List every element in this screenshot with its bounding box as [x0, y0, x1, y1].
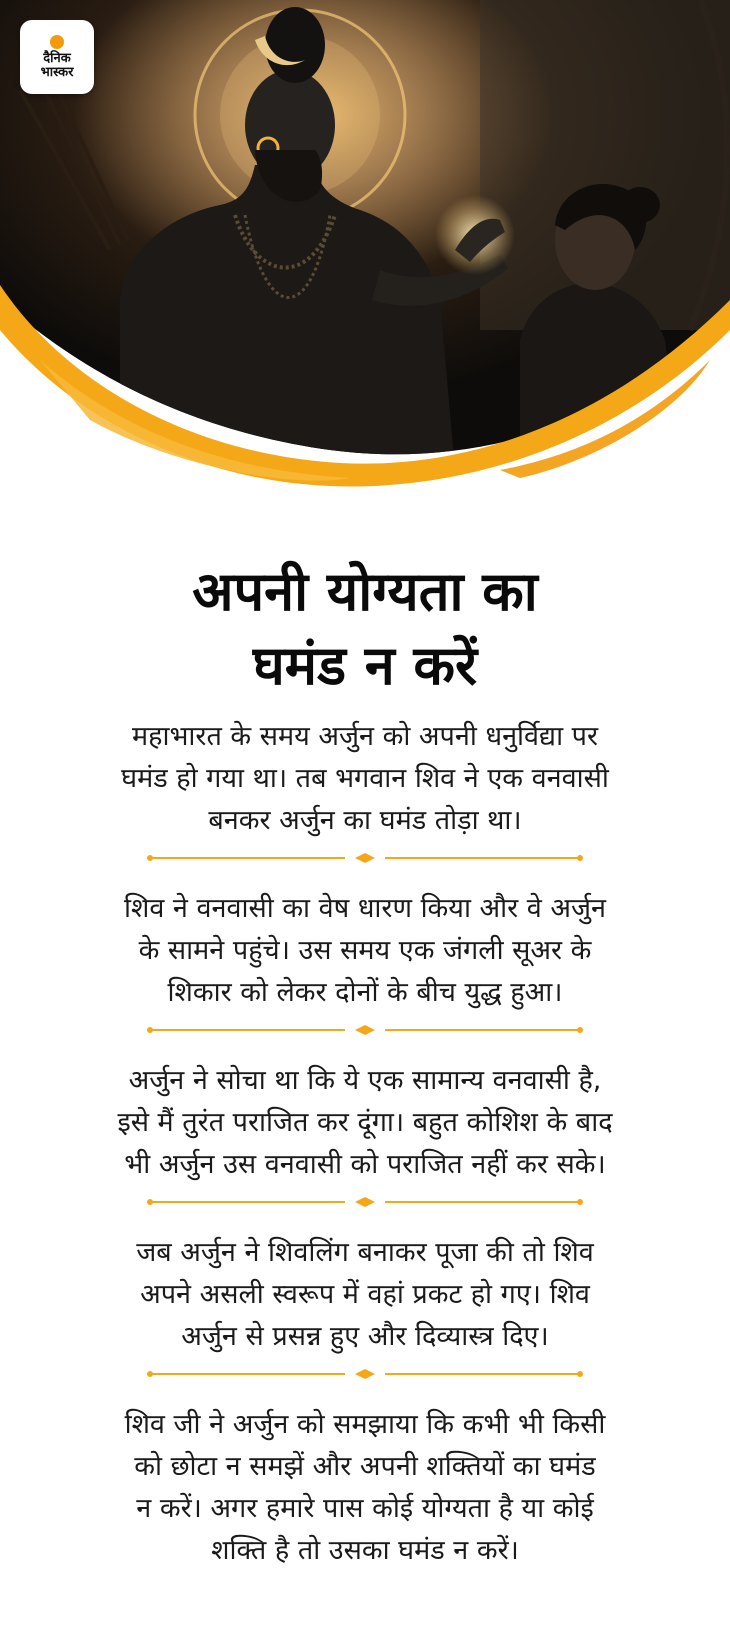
page-title — [0, 555, 730, 703]
story-paragraph-2 — [55, 888, 675, 1014]
paragraph-1-line-2: घमंड हो गया था। तब भगवान शिव ने एक वनवासी — [121, 763, 609, 794]
ornamental-divider-1 — [145, 852, 585, 864]
paragraph-5-line-3: न करें। अगर हमारे पास कोई योग्यता है या कोई — [136, 1493, 594, 1524]
title-line-2: घमंड न करें — [252, 634, 478, 697]
logo-sun-icon — [50, 35, 64, 49]
paragraph-1-line-3: बनकर अर्जुन का घमंड तोड़ा था। — [208, 805, 522, 836]
logo-text-line1: दैनिक — [43, 50, 71, 66]
logo-text-line2: भास्कर — [40, 64, 74, 80]
dainik-bhaskar-logo[interactable] — [20, 20, 94, 94]
ornamental-divider-2 — [145, 1024, 585, 1036]
paragraph-2-line-3: शिकार को लेकर दोनों के बीच युद्ध हुआ। — [167, 977, 563, 1008]
title-line-1: अपनी योग्यता का — [192, 560, 538, 623]
hero-illustration — [0, 0, 730, 520]
paragraph-5-line-4: शक्ति है तो उसका घमंड न करें। — [211, 1535, 519, 1566]
story-paragraph-1 — [55, 716, 675, 842]
paragraph-4-line-1: जब अर्जुन ने शिवलिंग बनाकर पूजा की तो शिव — [136, 1237, 594, 1268]
story-paragraph-4 — [55, 1232, 675, 1358]
paragraph-3-line-2: इसे मैं तुरंत पराजित कर दूंगा। बहुत कोशिश के बाद — [117, 1107, 613, 1138]
hero-artwork — [0, 0, 730, 520]
story-paragraph-3 — [55, 1060, 675, 1186]
paragraph-4-line-2: अपने असली स्वरूप में वहां प्रकट हो गए। शिव — [140, 1279, 590, 1310]
paragraph-4-line-3: अर्जुन से प्रसन्न हुए और दिव्यास्त्र दिए। — [181, 1321, 549, 1352]
paragraph-5-line-2: को छोटा न समझें और अपनी शक्तियों का घमंड — [134, 1451, 596, 1482]
ornamental-divider-4 — [145, 1368, 585, 1380]
paragraph-3-line-3: भी अर्जुन उस वनवासी को पराजित नहीं कर सके। — [124, 1149, 606, 1180]
paragraph-1-line-1: महाभारत के समय अर्जुन को अपनी धनुर्विद्या पर — [131, 721, 599, 752]
paragraph-5-line-1: शिव जी ने अर्जुन को समझाया कि कभी भी किसी — [124, 1409, 606, 1440]
paragraph-2-line-1: शिव ने वनवासी का वेष धारण किया और वे अर्जुन — [123, 893, 607, 924]
ornamental-divider-3 — [145, 1196, 585, 1208]
paragraph-2-line-2: के सामने पहुंचे। उस समय एक जंगली सूअर के — [138, 935, 592, 966]
story-paragraph-5 — [55, 1404, 675, 1572]
paragraph-3-line-1: अर्जुन ने सोचा था कि ये एक सामान्य वनवासी है, — [128, 1065, 602, 1096]
